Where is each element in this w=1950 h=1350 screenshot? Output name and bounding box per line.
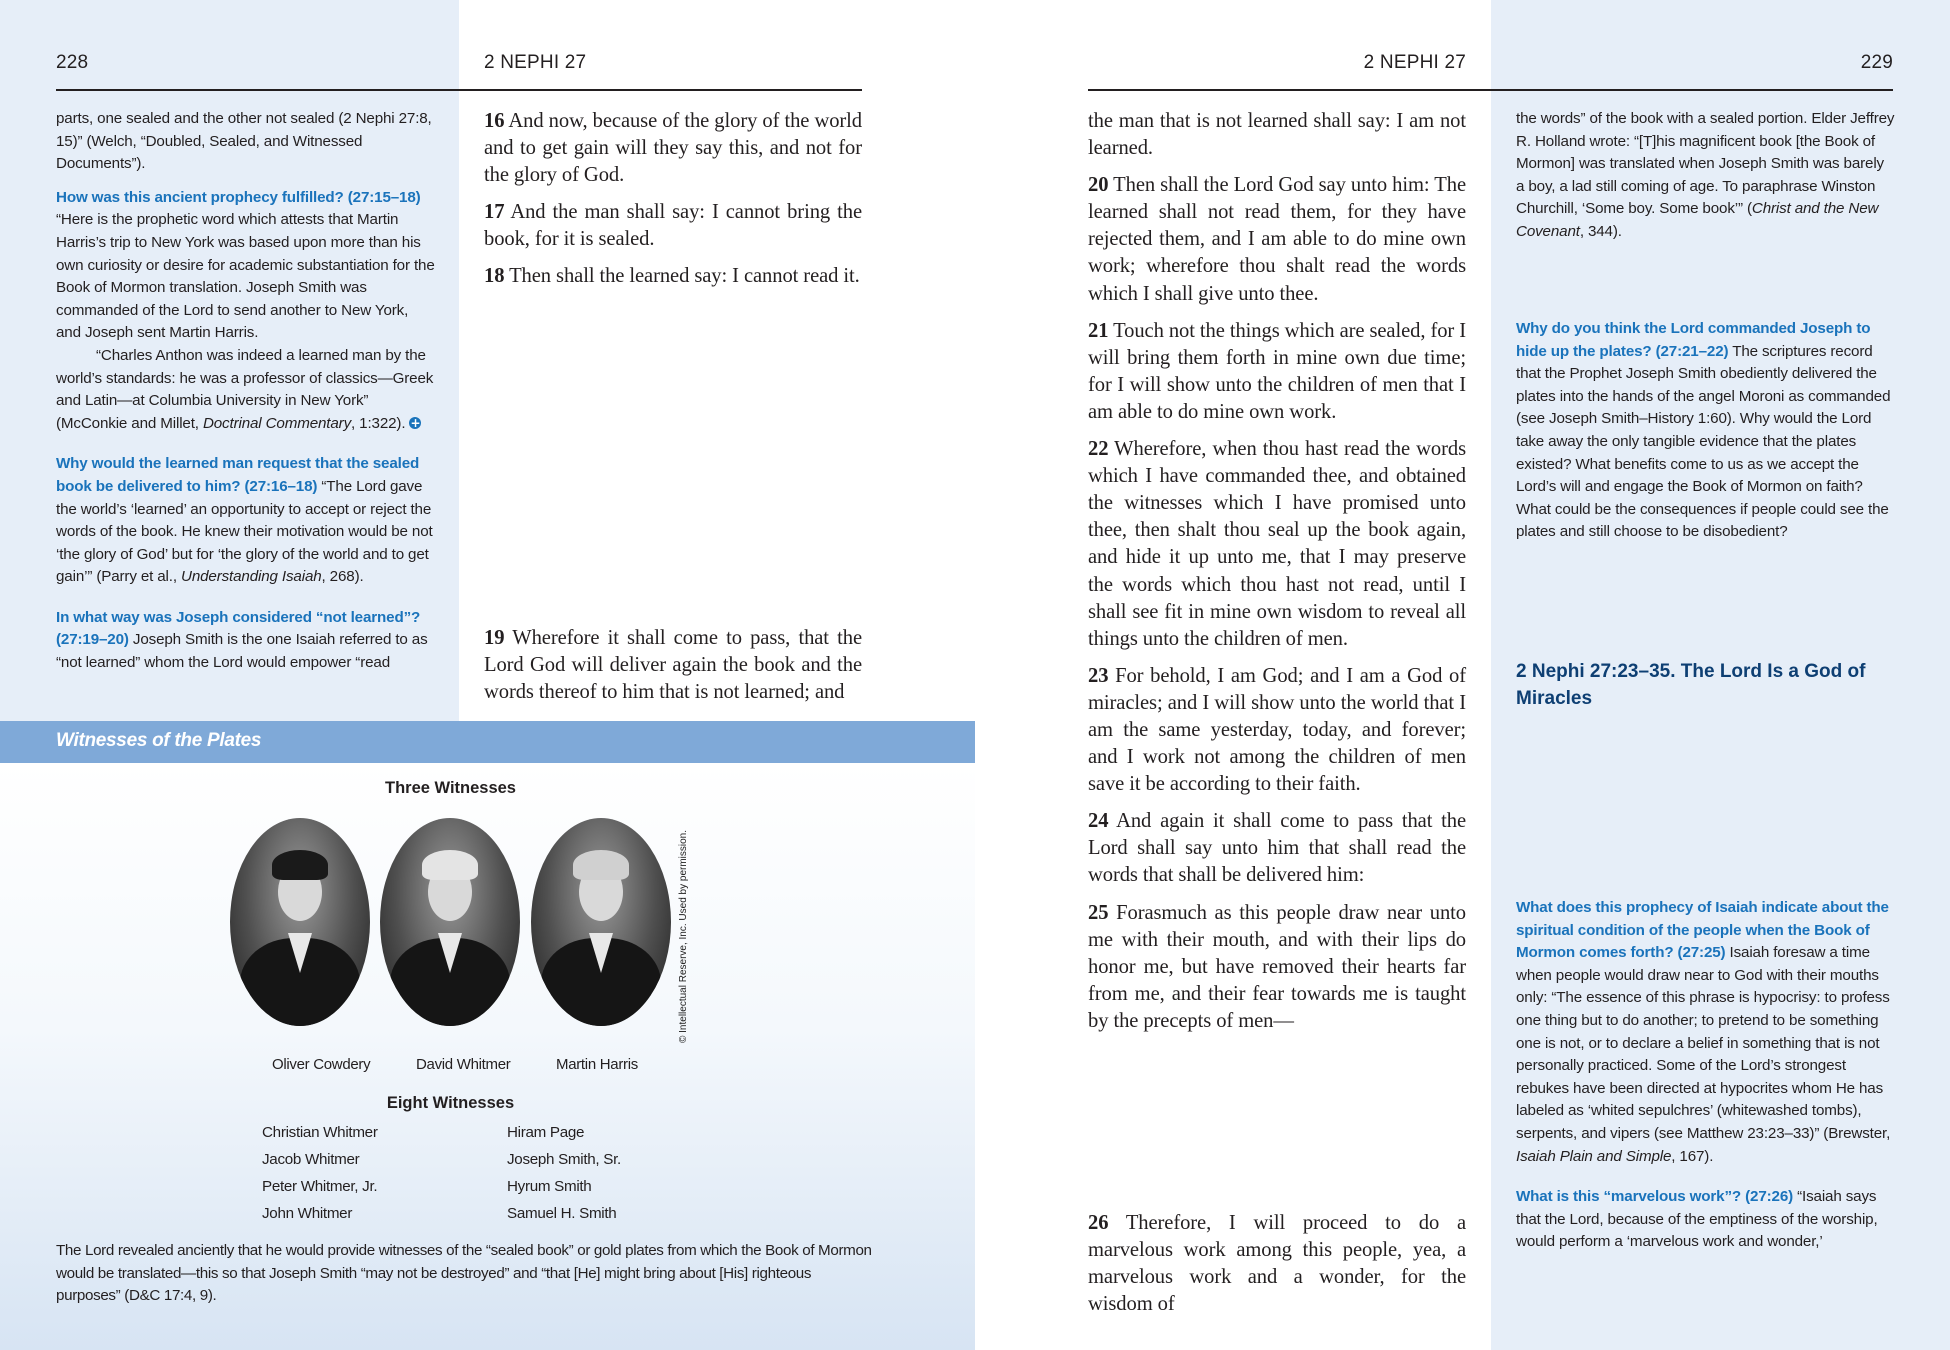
commentary-paragraph: What does this prophecy of Isaiah indicate about the spiritual condition of the people when the Book of Mormon comes forth? (27:25) Isaiah foresaw a time when people would draw near to God with their mouths only: “The essence of this phrase is hypocrisy: to profess one thing but to do another; to pretend to be something one is not, or to declare a belief in something that is not personally practiced. Some of the Lord’s strongest rebukes have been directed at hypocrites whom He has labeled as ‘whited sepulchres’ (whitewashed tombs), serpents, and vipers (see Matthew 23:23–33)” (Brewster, Isaiah Plain and Simple, 167). bbox=[1516, 899, 1891, 1165]
expand-plus-icon[interactable]: + bbox=[410, 415, 421, 430]
verse-23: 23 For behold, I am God; and I am a God of miracles; and I will show unto the world that I am the same yesterday, today, and forever; and I work not among the children of men save it be according to their faith. bbox=[1088, 664, 1466, 796]
commentary-paragraph: the words” of the book with a sealed portion. Elder Jeffrey R. Holland wrote: “[T]his magnificent book [the Book of Mormon] was translated when Joseph Smith was barely a boy, a lad still coming of age. To paraphrase Winston Churchill, ‘Some boy. Some book’” (Christ and the New Covenant, 344). bbox=[1516, 110, 1895, 240]
witness-name: John Whitmer bbox=[262, 1205, 353, 1222]
commentary-paragraph: “Charles Anthon was indeed a learned man by the world’s standards: he was a professor of classics—Greek and Latin—at Columbia University in New York” (McConkie and Millet, Doctrinal Commentary, 1:322). + bbox=[56, 346, 434, 432]
witness-name: Peter Whitmer, Jr. bbox=[262, 1178, 378, 1195]
verse-21: 21 Touch not the things which are sealed, for I will bring them forth in mine own due time; for I will show unto the children of men that I am able to do mine own work. bbox=[1088, 319, 1466, 423]
verse-18: 18 Then shall the learned say: I cannot read it. bbox=[484, 265, 860, 288]
verse-19-continuation: the man that is not learned shall say: I am not learned. bbox=[1088, 110, 1466, 160]
scripture-column-left-top bbox=[484, 108, 862, 301]
commentary-paragraph: Why would the learned man request that the sealed book be delivered to him? (27:16–18) “The Lord gave the world’s ‘learned’ an opportunity to accept or reject the words of the book. He knew their motivation would be not ‘the glory of God’ but for ‘the glory of the world and to get gain’” (Parry et al., Understanding Isaiah, 268). bbox=[56, 455, 433, 586]
right-commentary-top bbox=[1516, 108, 1896, 255]
commentary-paragraph: How was this ancient prophecy fulfilled? (27:15–18) “Here is the prophetic word which attests that Martin Harris’s trip to New York was based upon more than his own curiosity or desire for academic substantiation for the Book of Mormon translation. Joseph Smith was commanded of the Lord to send another to New York, and Joseph sent Martin Harris. bbox=[56, 188, 435, 342]
verse-25: 25 Forasmuch as this people draw near unto me with their mouth, and with their lips do honor me, but have removed their hearts far from me, and their fear towards me is taught by the precepts of men— bbox=[1088, 901, 1466, 1032]
left-running-head: 2 NEPHI 27 bbox=[484, 52, 587, 73]
question-heading: What does this prophecy of Isaiah indicate about the spiritual condition of the people when the Book of Mormon comes forth? (27:25) bbox=[1516, 899, 1889, 962]
witness-name: Samuel H. Smith bbox=[507, 1205, 617, 1222]
verse-22: 22 Wherefore, when thou hast read the words which I have commanded thee, and obtained the witnesses which I have promised unto thee, then shalt thou seal up the book again, and hide it up unto me, that I may preserve the words which thou hast not read, until I shall see fit in mine own wisdom to reveal all things unto the children of men. bbox=[1088, 438, 1466, 650]
three-witnesses-heading: Three Witnesses bbox=[385, 779, 516, 797]
right-page-number: 229 bbox=[1860, 52, 1893, 73]
commentary-paragraph: In what way was Joseph considered “not learned”? (27:19–20) Joseph Smith is the one Isaiah referred to as “not learned” whom the Lord would empower “read bbox=[56, 608, 428, 672]
witnesses-caption: The Lord revealed anciently that he would provide witnesses of the “sealed book” or gold plates from which the Book of Mormon would be translated—this so that Joseph Smith “may not be destroyed” and “that [He] might bring about [His] righteous purposes” (D&C 17:4, 9). bbox=[56, 1242, 872, 1304]
scripture-column-right bbox=[1088, 108, 1466, 1045]
section-heading: 2 Nephi 27:23–35. The Lord Is a God of Miracles bbox=[1516, 661, 1866, 709]
witness-name: Hyrum Smith bbox=[507, 1178, 592, 1195]
right-running-head: 2 NEPHI 27 bbox=[1363, 52, 1466, 73]
commentary-paragraph: parts, one sealed and the other not sealed (2 Nephi 27:8, 15)” (Welch, “Doubled, Sealed, and Witnessed Documents”). bbox=[56, 110, 432, 173]
right-commentary-bottom bbox=[1516, 897, 1898, 1265]
witnesses-box bbox=[0, 763, 975, 1350]
commentary-paragraph: What is this “marvelous work”? (27:26) “Isaiah says that the Lord, because of the emptiness of the worship, would perform a ‘marvelous work and wonder,’ bbox=[1516, 1188, 1878, 1251]
verse-26: 26 Therefore, I will proceed to do a marvelous work among this people, yea, a marvelous work and a wonder, for the wisdom of bbox=[1088, 1212, 1466, 1316]
witnesses-banner bbox=[0, 721, 975, 763]
question-heading: What is this “marvelous work”? (27:26) bbox=[1516, 1188, 1794, 1206]
witness-name: Jacob Whitmer bbox=[262, 1151, 360, 1168]
left-page-number: 228 bbox=[56, 52, 89, 73]
verse-17: 17 And the man shall say: I cannot bring the book, for it is sealed. bbox=[484, 201, 862, 251]
verse-19: 19 Wherefore it shall come to pass, that the Lord God will deliver again the book and the words thereof to him that is not learned; and bbox=[484, 627, 862, 704]
witness-name: Hiram Page bbox=[507, 1124, 585, 1141]
right-commentary-plates bbox=[1516, 318, 1896, 555]
portrait-oliver-cowdery bbox=[230, 818, 370, 1026]
question-heading: In what way was Joseph considered “not learned”? (27:19–20) bbox=[56, 608, 421, 649]
verse-16: 16 And now, because of the glory of the world and to get gain will they say this, and not for the glory of God. bbox=[484, 110, 862, 187]
portrait-martin-harris bbox=[531, 818, 671, 1026]
commentary-paragraph: Why do you think the Lord commanded Joseph to hide up the plates? (27:21–22) The scriptures record that the Prophet Joseph Smith obediently delivered the plates into the hands of the angel Moroni as commanded (see Joseph Smith–History 1:60). Why would the Lord take away the only tangible evidence that the plates existed? What benefits come to us as we accept the Lord’s will and engage the Book of Mormon on faith? What could be the consequences if people could see the plates and still choose to be disobedient? bbox=[1516, 320, 1891, 541]
question-heading: How was this ancient prophecy fulfilled? (27:15–18) bbox=[56, 188, 421, 206]
eight-witnesses-heading: Eight Witnesses bbox=[386, 1094, 515, 1112]
witness-name: David Whitmer bbox=[416, 1056, 511, 1073]
eight-witnesses-col2 bbox=[507, 1119, 621, 1227]
photo-copyright: © Intellectual Reserve, Inc. Used by permission. bbox=[678, 829, 689, 1043]
question-heading: Why would the learned man request that the sealed book be delivered to him? (27:16–18) bbox=[56, 455, 420, 495]
portrait-david-whitmer bbox=[380, 818, 520, 1026]
witness-name: Joseph Smith, Sr. bbox=[507, 1151, 621, 1168]
question-heading: Why do you think the Lord commanded Joseph to hide up the plates? (27:21–22) bbox=[1516, 320, 1871, 360]
right-header-rule bbox=[1088, 89, 1893, 91]
left-header-rule bbox=[56, 89, 862, 91]
scripture-column-right-bottom bbox=[1088, 1210, 1466, 1328]
witness-name: Christian Whitmer bbox=[262, 1124, 378, 1141]
left-commentary bbox=[56, 108, 436, 686]
witnesses-banner-title: Witnesses of the Plates bbox=[56, 730, 262, 751]
verse-20: 20 Then shall the Lord God say unto him: The learned shall not read them, for they have rejected them, and I am able to do mine own work; wherefore thou shalt read the words which I shall give unto thee. bbox=[1088, 174, 1466, 305]
eight-witnesses-col1 bbox=[262, 1119, 378, 1227]
witness-name: Martin Harris bbox=[556, 1056, 638, 1073]
verse-24: 24 And again it shall come to pass that the Lord shall say unto him that shall read the words that shall be delivered him: bbox=[1088, 810, 1466, 887]
witness-name: Oliver Cowdery bbox=[272, 1056, 371, 1073]
scripture-column-left-bottom bbox=[484, 625, 862, 716]
